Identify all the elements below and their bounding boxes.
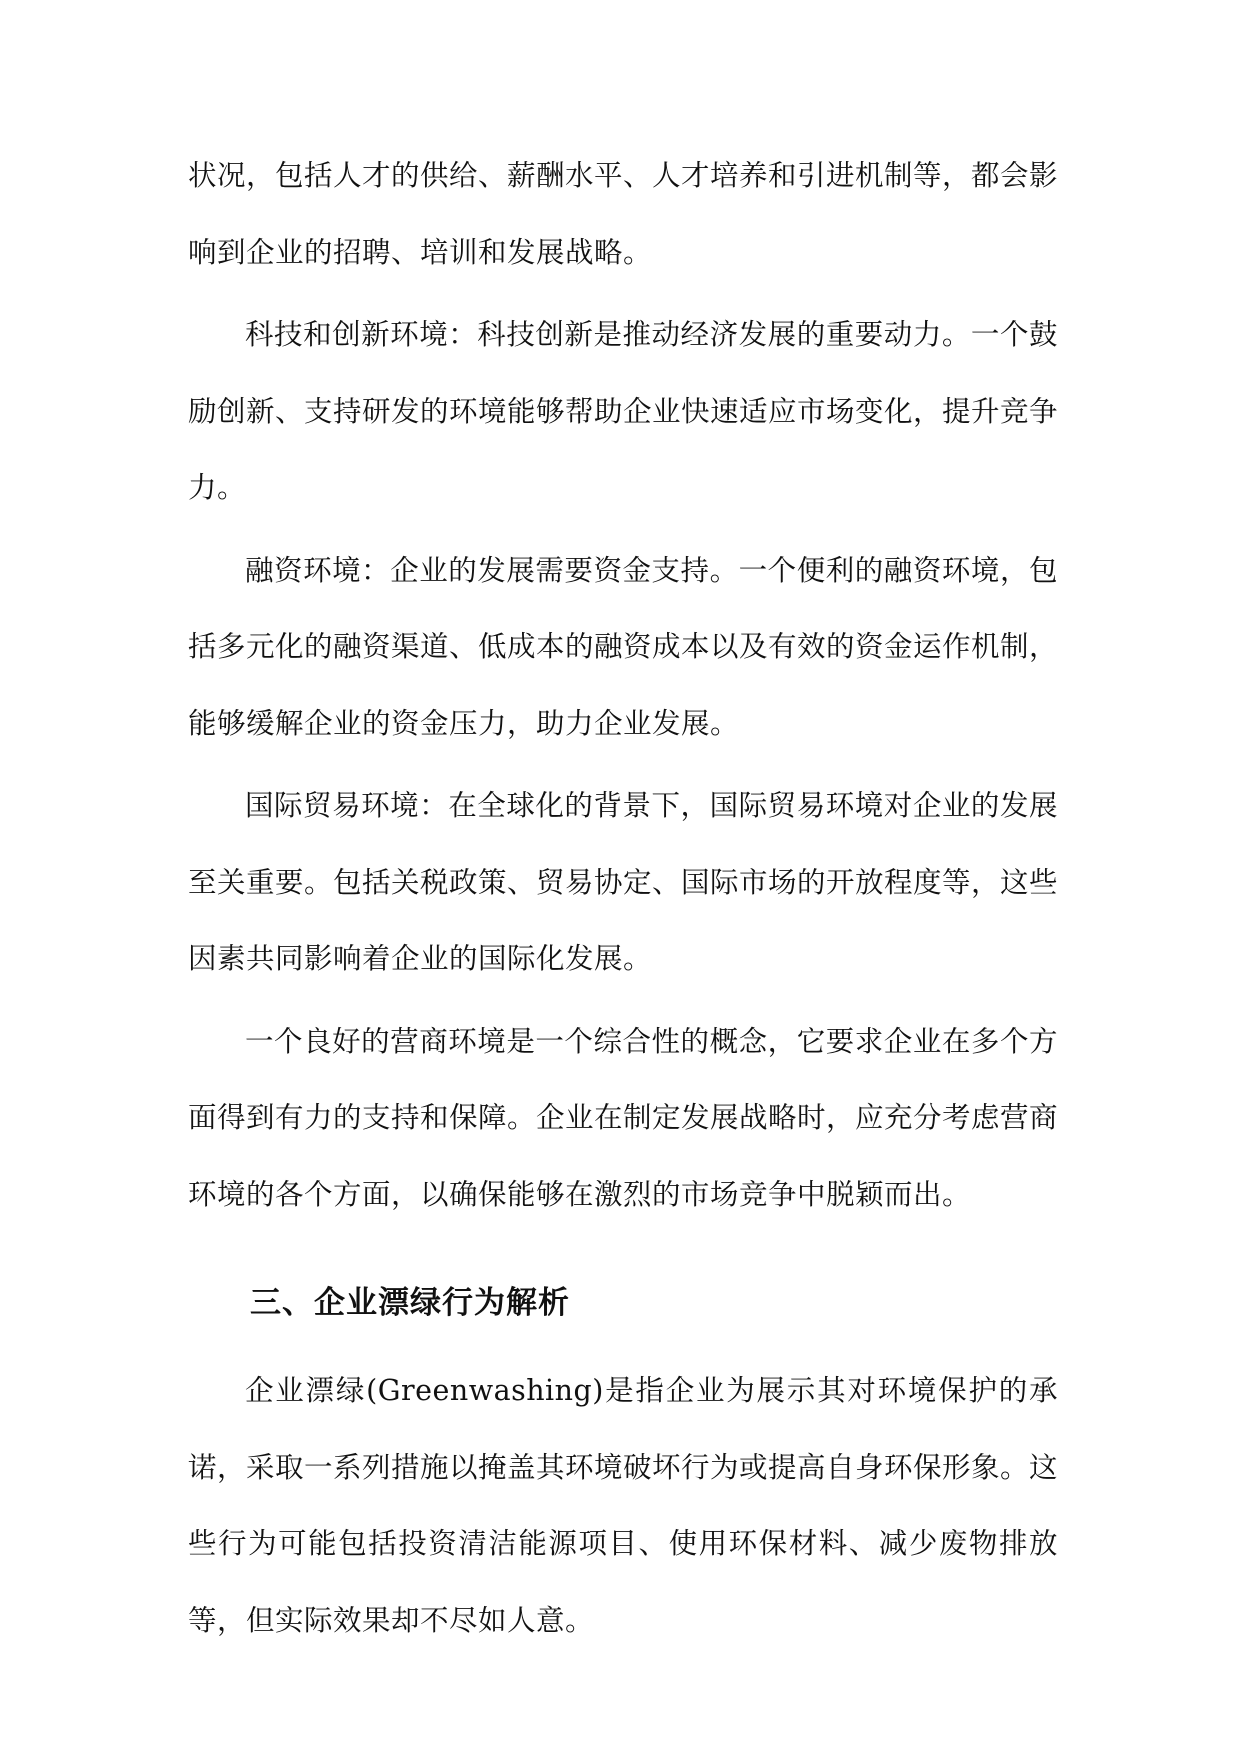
paragraph-business-environment-summary: 一个良好的营商环境是一个综合性的概念，它要求企业在多个方面得到有力的支持和保障。企业在制定发展战略时，应充分考虑营商环境的各个方面，以确保能够在激烈的市场竞争中脱颖而出。 bbox=[188, 1024, 1059, 1211]
paragraph-financing-environment: 融资环境：企业的发展需要资金支持。一个便利的融资环境，包括多元化的融资渠道、低成本的融资成本以及有效的资金运作机制，能够缓解企业的资金压力，助力企业发展。 bbox=[188, 553, 1059, 740]
document-body bbox=[188, 138, 1058, 1665]
paragraph-international-trade-environment: 国际贸易环境：在全球化的背景下，国际贸易环境对企业的发展至关重要。包括关税政策、贸易协定、国际市场的开放程度等，这些因素共同影响着企业的国际化发展。 bbox=[188, 789, 1059, 975]
paragraph-greenwashing-definition: 企业漂绿(Greenwashing)是指企业为展示其对环境保护的承诺，采取一系列措施以掩盖其环境破坏行为或提高自身环保形象。这些行为可能包括投资清洁能源项目、使用环保材料、减少废物排放等，但实际效果却不尽如人意。 bbox=[188, 1374, 1059, 1637]
paragraph-tech-innovation-environment: 科技和创新环境：科技创新是推动经济发展的重要动力。一个鼓励创新、支持研发的环境能够帮助企业快速适应市场变化，提升竞争力。 bbox=[188, 318, 1059, 504]
paragraph-talent-environment-continued: 状况，包括人才的供给、薪酬水平、人才培养和引进机制等，都会影响到企业的招聘、培训和发展战略。 bbox=[188, 159, 1059, 269]
section-heading-greenwashing: 三、企业漂绿行为解析 bbox=[250, 1285, 570, 1321]
